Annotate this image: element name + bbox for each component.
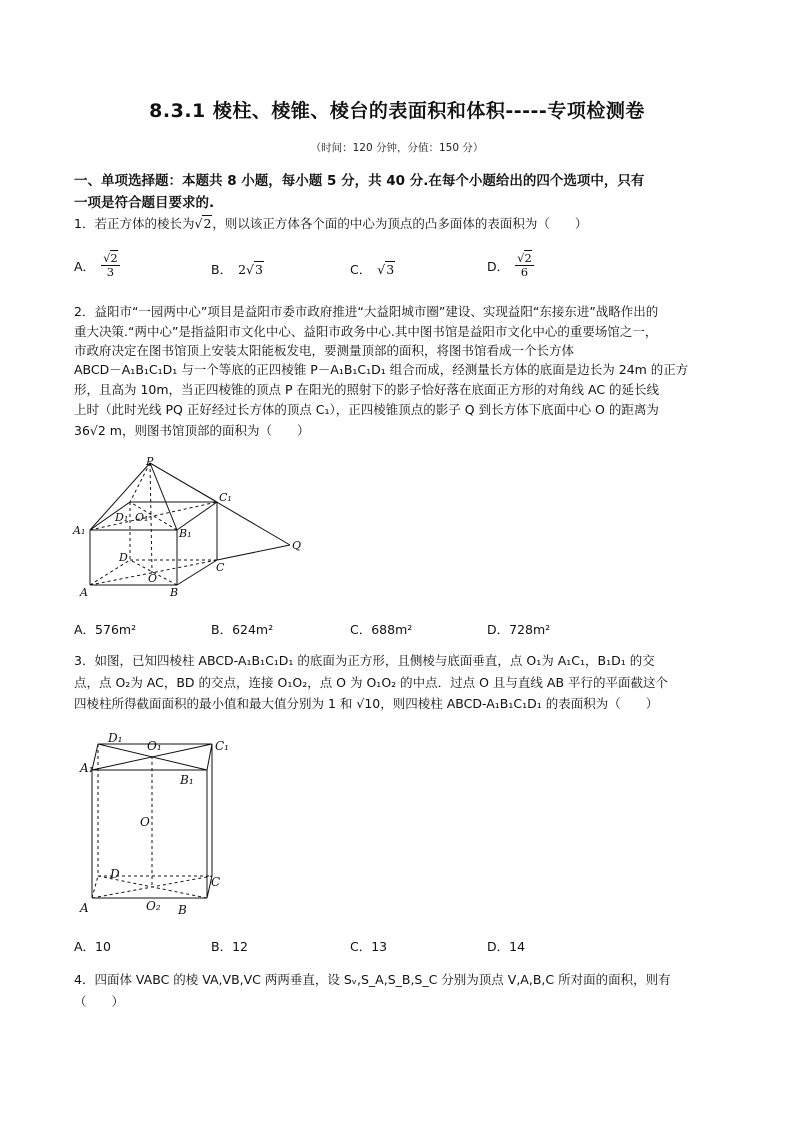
page-title: 8.3.1 棱柱、棱锥、棱台的表面积和体积-----专项检测卷	[149, 100, 645, 122]
fig1-label-c1: C₁	[219, 491, 232, 504]
q3-line1: 3．如图，已知四棱柱 ABCD-A₁B₁C₁D₁ 的底面为正方形，且侧棱与底面垂直，点 O₁为 A₁C₁，B₁D₁ 的交	[74, 653, 655, 668]
fig1-label-o1: O₁	[135, 511, 149, 524]
q4-line2: （ ）	[74, 994, 125, 1009]
fig2-label-d1: D₁	[108, 731, 123, 745]
fig2-label-o1: O₁	[147, 739, 162, 753]
q4-line1: 4．四面体 VABC 的棱 VA,VB,VC 两两垂直，设 Sᵥ,S_A,S_B,S_C 分别为顶点 V,A,B,C 所对面的面积，则有	[74, 972, 671, 987]
fig2-label-a1: A₁	[80, 761, 94, 775]
fig2-label-o2: O₂	[146, 899, 161, 913]
q1-option-b[interactable]: B． 2√3	[211, 261, 263, 277]
fig2-label-b: B	[178, 903, 187, 917]
fig1-label-o: O	[148, 572, 158, 585]
fig2-label-c1: C₁	[215, 739, 229, 753]
q2-line2: 重大决策.“两中心”是指益阳市文化中心、益阳市政务中心.其中图书馆是益阳市文化中心的重要场馆之一，	[74, 324, 658, 339]
exam-info: （时间：120 分钟，分值：150 分）	[310, 142, 484, 154]
q3-option-c[interactable]: C．13	[350, 939, 388, 954]
q2-line1: 2．益阳市“一园两中心”项目是益阳市委市政府推进“大益阳城市圈”建设、实现益阳“东接东进”战略作出的	[74, 304, 659, 319]
fig1-label-p: P	[146, 455, 154, 468]
q1-stem: 1．若正方体的棱长为√2，则以该正方体各个面的中心为顶点的凸多面体的表面积为（ ）	[74, 216, 588, 231]
q3-line2: 点，点 O₂为 AC，BD 的交点，连接 O₁O₂，点 O 为 O₁O₂ 的中点．过点 O 且与直线 AB 平行的平面截这个	[74, 675, 668, 690]
q2-line4: ABCD－A₁B₁C₁D₁ 与一个等底的正四棱锥 P－A₁B₁C₁D₁ 组合而成，经测量长方体的底面是边长为 24m 的正方	[74, 362, 689, 377]
fig2-label-d: D	[110, 867, 120, 881]
fig1-label-q: Q	[292, 539, 302, 552]
q2-option-b[interactable]: B．624m²	[211, 622, 274, 637]
q1-option-a[interactable]: A． $\frac{√2}{3}$	[74, 251, 118, 279]
fig1-label-d: D	[119, 551, 128, 564]
q2-figure	[72, 455, 312, 605]
fig1-label-c: C	[216, 561, 225, 574]
section-heading-line2: 一项是符合题目要求的.	[74, 195, 215, 211]
fig1-label-a: A	[80, 586, 88, 599]
q3-line3: 四棱柱所得截面面积的最小值和最大值分别为 1 和 √10，则四棱柱 ABCD-A₁B₁C₁D₁ 的表面积为（ ）	[74, 696, 659, 711]
q2-option-d[interactable]: D．728m²	[487, 622, 551, 637]
q2-line3: 市政府决定在图书馆顶上安装太阳能板发电，要测量顶部的面积，将图书馆看成一个长方体	[74, 343, 575, 358]
q1-option-d[interactable]: D． $\frac{√2}{6}$	[487, 251, 532, 279]
q3-figure	[74, 726, 244, 921]
fig1-label-b: B	[170, 586, 179, 599]
fig2-label-a: A	[80, 901, 89, 915]
q3-option-d[interactable]: D．14	[487, 939, 526, 954]
q3-options	[74, 937, 714, 967]
q1-option-c[interactable]: C． √3	[350, 261, 395, 277]
q1-options	[74, 252, 714, 282]
fig2-label-o: O	[140, 815, 150, 829]
q2-line5: 形，且高为 10m，当正四棱锥的顶点 P 在阳光的照射下的影子恰好落在底面正方形的对角线 AC 的延长线	[74, 382, 660, 397]
fig1-label-a1: A₁	[73, 524, 86, 537]
fig2-label-b1: B₁	[180, 773, 194, 787]
fig2-label-c: C	[211, 875, 221, 889]
fig1-label-b1: B₁	[179, 527, 192, 540]
q2-line6: 上时（此时光线 PQ 正好经过长方体的顶点 C₁），正四棱锥顶点的影子 Q 到长方体下底面中心 O 的距离为	[74, 402, 659, 417]
q2-line7: 36√2 m，则图书馆顶部的面积为（ ）	[74, 423, 310, 438]
q2-option-c[interactable]: C．688m²	[350, 622, 413, 637]
q3-option-a[interactable]: A．10	[74, 939, 111, 954]
q2-options	[74, 620, 714, 650]
q2-option-a[interactable]: A．576m²	[74, 622, 137, 637]
fig1-label-d1: D₁	[115, 511, 129, 524]
section-heading-line1: 一、单项选择题：本题共 8 小题，每小题 5 分，共 40 分.在每个小题给出的四个选项中，只有	[74, 173, 645, 189]
q3-option-b[interactable]: B．12	[211, 939, 248, 954]
